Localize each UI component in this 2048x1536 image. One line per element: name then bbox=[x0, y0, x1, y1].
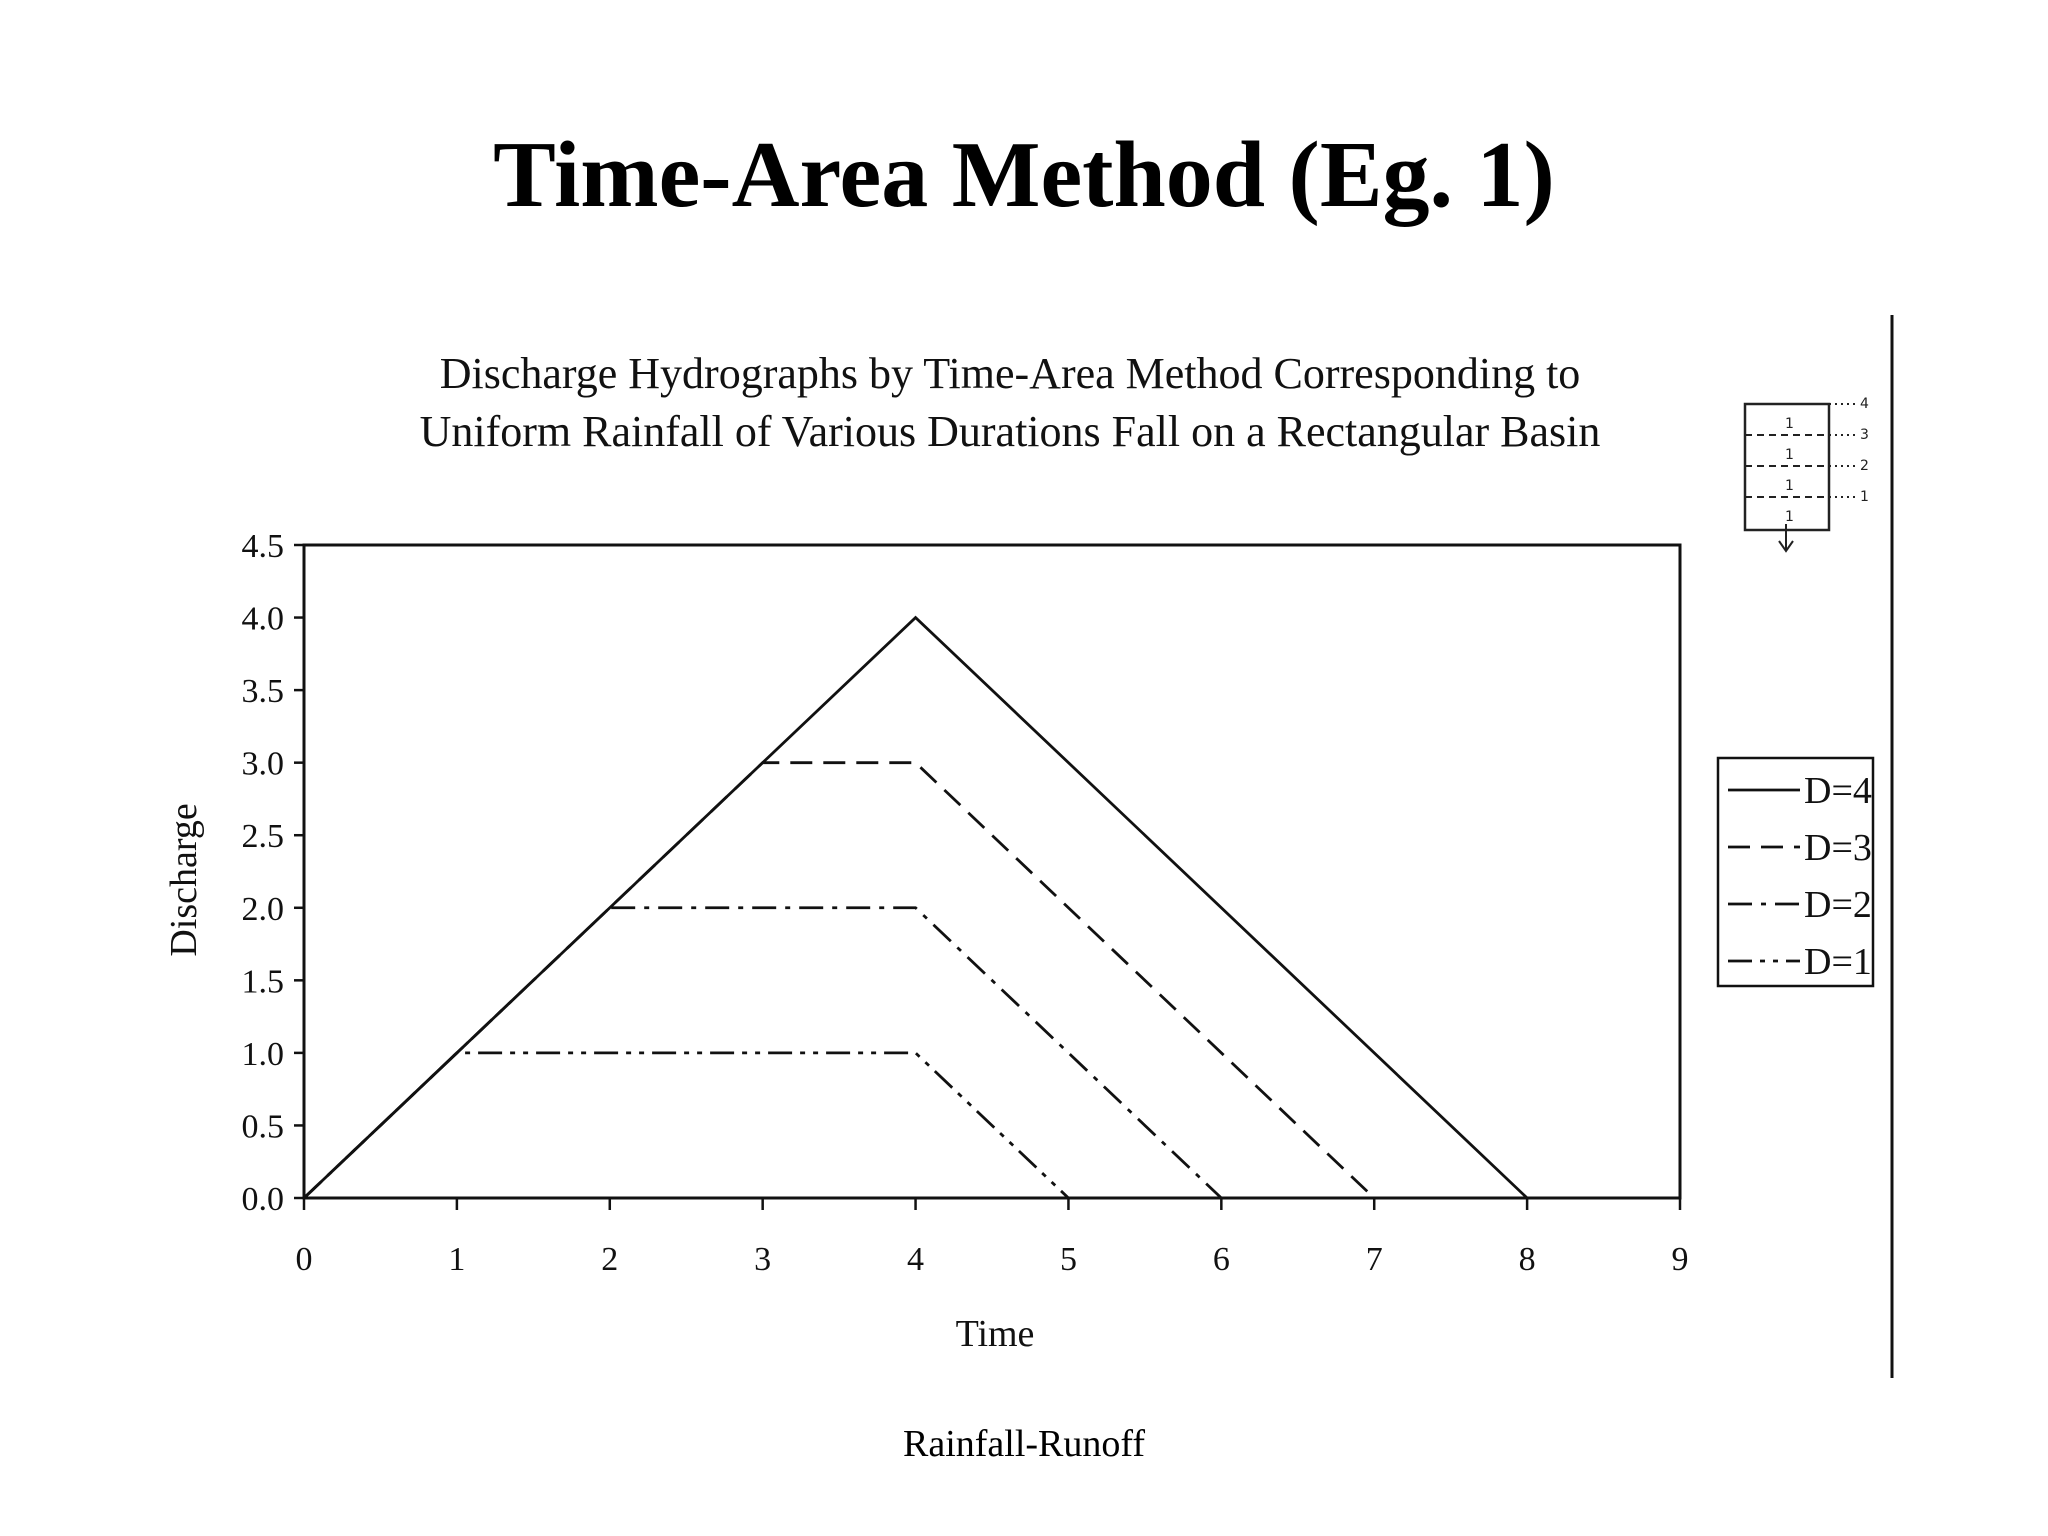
slide-footer: Rainfall-Runoff bbox=[902, 1423, 1146, 1465]
cell-label: 1 bbox=[1785, 447, 1794, 463]
plot-frame bbox=[304, 545, 1680, 1198]
legend-label-d-1: D=1 bbox=[1804, 941, 1872, 983]
y-axis bbox=[242, 528, 305, 1218]
zone-label: 4 bbox=[1860, 396, 1869, 412]
chart-title-line-2: Uniform Rainfall of Various Durations Fall on a Rectangular Basin bbox=[419, 407, 1601, 456]
series-line-d-3 bbox=[304, 763, 1374, 1198]
x-tick-label: 9 bbox=[1671, 1241, 1689, 1278]
zone-label: 2 bbox=[1860, 458, 1869, 474]
legend bbox=[1718, 758, 1873, 986]
y-tick-label: 1.0 bbox=[241, 1035, 284, 1073]
x-axis-label: Time bbox=[955, 1313, 1035, 1355]
chart-title-line-1: Discharge Hydrographs by Time-Area Method Corresponding to bbox=[439, 349, 1581, 398]
cell-label: 1 bbox=[1785, 478, 1794, 494]
series-line-d-1 bbox=[304, 1053, 1068, 1198]
x-axis bbox=[296, 1198, 1689, 1278]
legend-label-d-2: D=2 bbox=[1804, 884, 1872, 926]
zone-label: 3 bbox=[1860, 427, 1869, 443]
y-tick-label: 2.0 bbox=[241, 890, 284, 928]
y-tick-label: 0.5 bbox=[241, 1108, 284, 1146]
legend-label-d-3: D=3 bbox=[1804, 827, 1872, 869]
cell-label: 1 bbox=[1785, 416, 1794, 432]
slide-title: Time-Area Method (Eg. 1) bbox=[493, 123, 1555, 227]
x-tick-label: 4 bbox=[907, 1241, 925, 1278]
y-tick-label: 4.5 bbox=[241, 528, 284, 565]
y-tick-label: 4.0 bbox=[241, 600, 284, 638]
x-tick-label: 6 bbox=[1212, 1241, 1230, 1278]
y-tick-label: 2.5 bbox=[241, 818, 284, 856]
x-tick-label: 1 bbox=[448, 1241, 466, 1278]
x-tick-label: 0 bbox=[295, 1241, 313, 1278]
x-tick-label: 3 bbox=[754, 1241, 772, 1278]
x-tick-label: 5 bbox=[1059, 1241, 1077, 1278]
series-group bbox=[304, 618, 1527, 1198]
y-tick-label: 0.0 bbox=[241, 1181, 284, 1218]
y-axis-label: Discharge bbox=[163, 803, 205, 957]
legend-label-d-4: D=4 bbox=[1804, 770, 1872, 812]
x-tick-label: 7 bbox=[1365, 1241, 1383, 1278]
y-tick-label: 3.5 bbox=[241, 673, 284, 711]
y-tick-label: 3.0 bbox=[241, 745, 284, 783]
cell-label: 1 bbox=[1785, 509, 1794, 525]
x-tick-label: 8 bbox=[1518, 1241, 1536, 1278]
y-tick-label: 1.5 bbox=[241, 963, 284, 1001]
x-tick-label: 2 bbox=[601, 1241, 619, 1278]
zone-label: 1 bbox=[1860, 489, 1869, 505]
basin-sketch bbox=[1745, 396, 1869, 551]
series-line-d-2 bbox=[304, 908, 1221, 1198]
